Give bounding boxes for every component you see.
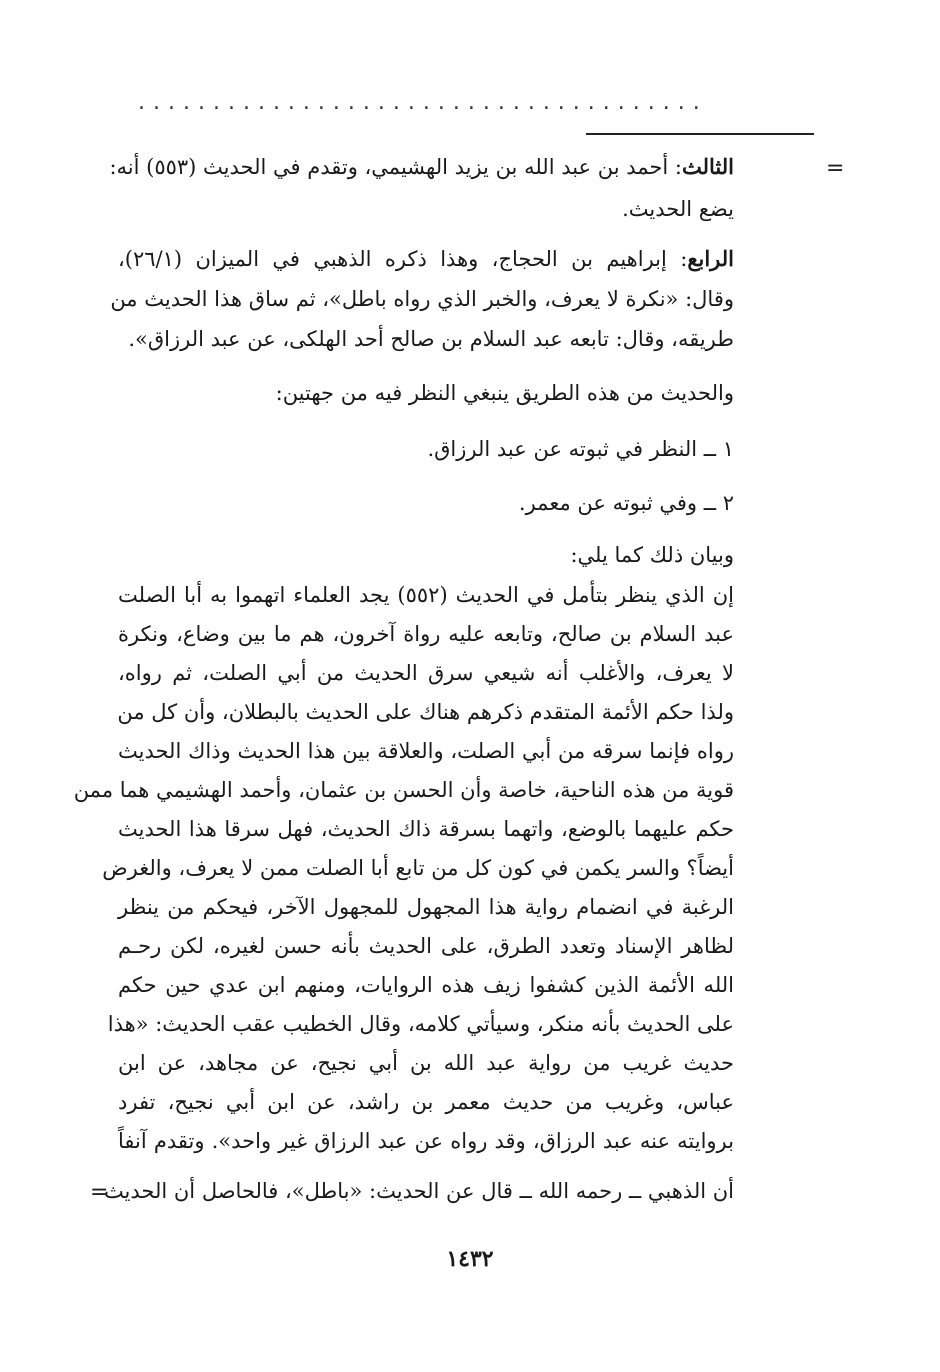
dotted-separator: ...................................... [138, 90, 708, 110]
footnote-line: يضع الحديث. [622, 197, 734, 221]
footnote-label: الثالث [682, 154, 734, 179]
paragraph-line: إن الذي ينظر بتأمل في الحديث (٥٥٢) يجد العلماء اتهموا به أبا الصلت [118, 583, 734, 607]
continuation-marker-bottom: = [90, 1180, 109, 1205]
continuation-marker-top: = [826, 156, 845, 181]
paragraph-line: عبد السلام بن صالح، وتابعه عليه رواة آخرون، هم ما بين وضاع، ونكرة [118, 622, 734, 646]
paragraph-line: أن الذهبي ــ رحمه الله ــ قال عن الحديث: «باطل»، فالحاصل أن الحديث [103, 1179, 734, 1203]
paragraph-line: ولذا حكم الأئمة المتقدم ذكرهم هناك على الحديث بالبطلان، وأن كل من [117, 700, 734, 724]
paragraph-line: قوية من هذه الناحية، خاصة وأن الحسن بن عثمان، وأحمد الهشيمي هما ممن [73, 778, 734, 802]
footnote-line: وبيان ذلك كما يلي: [570, 543, 734, 567]
footnote-line: وقال: «نكرة لا يعرف، والخبر الذي رواه باطل»، ثم ساق هذا الحديث من [110, 287, 734, 311]
paragraph-line: الرغبة في انضمام رواية هذا المجهول للمجهول الآخر، فيحكم من ينظر [118, 895, 734, 919]
paragraph-line: على الحديث بأنه منكر، وسيأتي كلامه، وقال الخطيب عقب الحديث: «هذا [107, 1012, 734, 1036]
footnote-line: الرابع: إبراهيم بن الحجاج، وهذا ذكره الذهبي في الميزان (٢٦/١)، [118, 246, 734, 271]
paragraph-line: لا يعرف، والأغلب أنه شيعي سرق الحديث من أبي الصلت، ثم رواه، [118, 661, 734, 685]
list-item: ٢ ــ وفي ثبوته عن معمر. [518, 491, 734, 515]
footnote-line: طريقه، وقال: تابعه عبد السلام بن صالح أحد الهلكى، عن عبد الرزاق». [128, 327, 734, 351]
footnote-line: الثالث: أحمد بن عبد الله بن يزيد الهشيمي، وتقدم في الحديث (٥٥٣) أنه: [109, 154, 734, 179]
paragraph-line: الله الأئمة الذين كشفوا زيف هذه الروايات، ومنهم ابن عدي حين حكم [118, 973, 734, 997]
paragraph-line: لظاهر الإسناد وتعدد الطرق، على الحديث بأنه حسن لغيره، لكن رحـم [118, 934, 734, 958]
list-item: ١ ــ النظر في ثبوته عن عبد الرزاق. [427, 437, 734, 461]
paragraph-line: بروايته عنه عبد الرزاق، وقد رواه عن عبد الرزاق غير واحد». وتقدم آنفاً [118, 1129, 734, 1153]
footnote-rule [586, 133, 814, 135]
paragraph-line: رواه فإنما سرقه من أبي الصلت، والعلاقة بين هذا الحديث وذاك الحديث [118, 739, 734, 763]
paragraph-line: حديث غريب من رواية عبد الله بن أبي نجيح، عن مجاهد، عن ابن [118, 1051, 734, 1075]
paragraph-line: أيضاً؟ والسر يكمن في كون كل من تابع أبا الصلت ممن لا يعرف، والغرض [102, 856, 734, 880]
paragraph-line: حكم عليهما بالوضع، واتهما بسرقة ذاك الحديث، فهل سرقا هذا الحديث [118, 817, 734, 841]
page-number: ١٤٣٢ [446, 1246, 494, 1272]
paragraph-line: عباس، وغريب من حديث معمر بن راشد، عن ابن أبي نجيح، تفرد [118, 1090, 734, 1114]
footnote-line: والحديث من هذه الطريق ينبغي النظر فيه من جهتين: [275, 381, 734, 405]
footnote-label: الرابع [687, 246, 734, 271]
